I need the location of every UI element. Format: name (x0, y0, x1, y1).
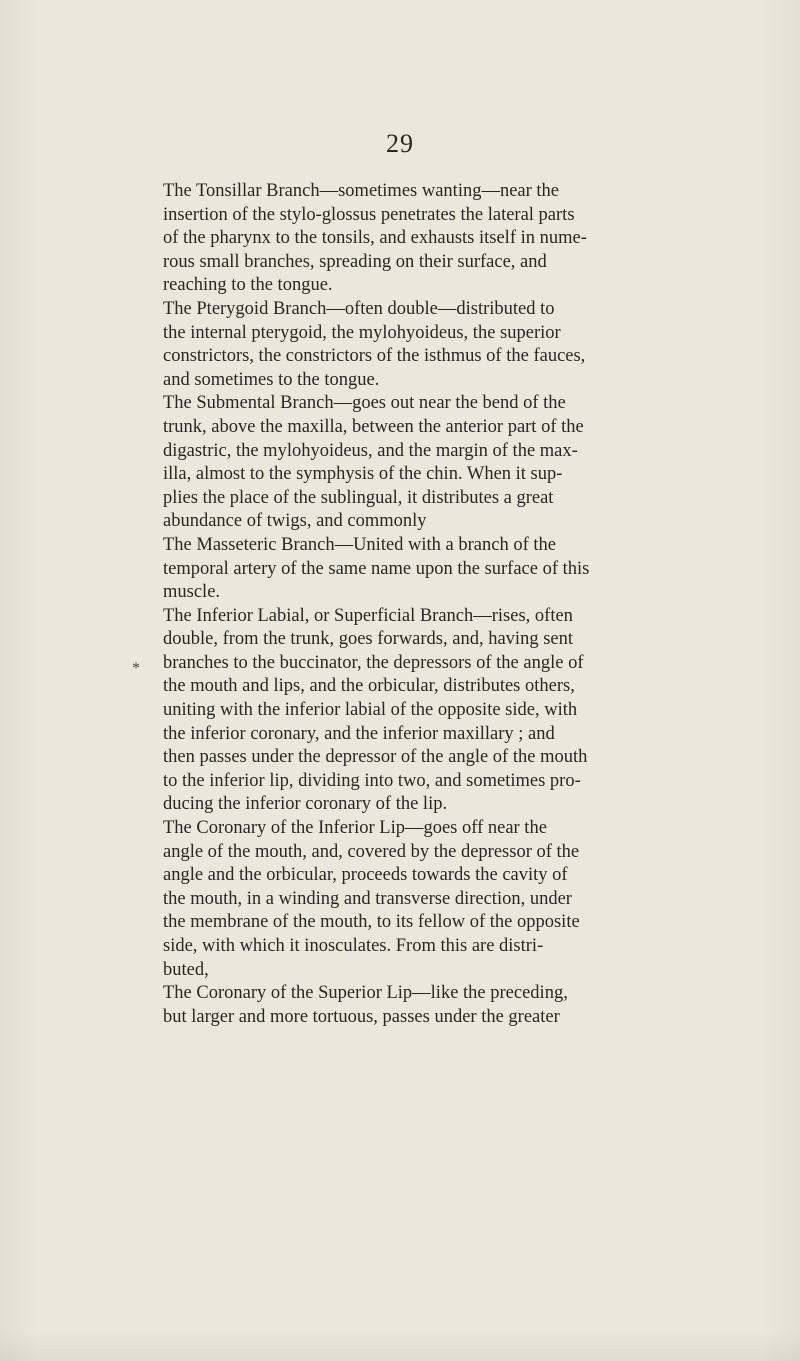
paragraph-pterygoid-branch (151, 298, 659, 392)
text-line: The Coronary of the Inferior Lip—goes off near the (163, 818, 547, 839)
text-line: and sometimes to the tongue. (163, 369, 380, 390)
text-line: the internal pterygoid, the mylohyoideus, the superior (163, 322, 561, 343)
text-line: of the pharynx to the tonsils, and exhausts itself in nume- (163, 228, 587, 249)
text-line: The Masseteric Branch—United with a branch of the (163, 534, 556, 555)
text-line: to the inferior lip, dividing into two, and sometimes pro- (163, 770, 581, 791)
text-line: the mouth and lips, and the orbicular, distributes others, (163, 676, 575, 697)
text-line: The Inferior Labial, or Superficial Branch—rises, often (163, 605, 573, 626)
text-line: ducing the inferior coronary of the lip. (163, 794, 448, 815)
text-line: The Pterygoid Branch—often double—distributed to (163, 298, 555, 319)
text-line: The Submental Branch—goes out near the bend of the (163, 393, 566, 414)
text-line: temporal artery of the same name upon the surface of this (163, 558, 590, 579)
text-line: then passes under the depressor of the angle of the mouth (163, 747, 588, 768)
text-line: trunk, above the maxilla, between the anterior part of the (163, 416, 584, 437)
paragraph-inferior-labial (151, 605, 659, 817)
text-line: branches to the buccinator, the depressors of the angle of (163, 652, 584, 673)
paragraph-tonsillar-branch (151, 180, 659, 298)
paragraph-inferior-lip-coronary (151, 817, 659, 982)
page-number: 29 (386, 129, 414, 158)
text-line: plies the place of the sublingual, it distributes a great (163, 487, 554, 508)
body-text (151, 180, 659, 1029)
text-line: The Coronary of the Superior Lip—like the preceding, (163, 983, 568, 1004)
page-edge-shadow (0, 1331, 800, 1361)
text-line: illa, almost to the symphysis of the chin. When it sup- (163, 464, 563, 485)
text-line: buted, (163, 959, 209, 980)
text-line: double, from the trunk, goes forwards, and, having sent (163, 629, 573, 650)
text-line: the mouth, in a winding and transverse direction, under (163, 888, 572, 909)
text-line: but larger and more tortuous, passes under the greater (163, 1006, 560, 1027)
text-line: rous small branches, spreading on their surface, and (163, 251, 547, 272)
paragraph-masseteric-branch (151, 534, 659, 605)
text-line: muscle. (163, 582, 221, 603)
text-line: the membrane of the mouth, to its fellow of the opposite (163, 912, 580, 933)
text-line: insertion of the stylo-glossus penetrates the lateral parts (163, 204, 575, 225)
text-line: angle and the orbicular, proceeds towards the cavity of (163, 865, 568, 886)
paragraph-submental-branch (151, 392, 659, 534)
text-line: angle of the mouth, and, covered by the depressor of the (163, 841, 580, 862)
text-line: reaching to the tongue. (163, 275, 333, 296)
text-line: abundance of twigs, and commonly (163, 511, 427, 532)
text-line: digastric, the mylohyoideus, and the margin of the max- (163, 440, 578, 461)
text-line: the inferior coronary, and the inferior maxillary ; and (163, 723, 555, 744)
text-line: constrictors, the constrictors of the isthmus of the fauces, (163, 346, 586, 367)
text-line: The Tonsillar Branch—sometimes wanting—near the (163, 181, 560, 201)
paragraph-superior-lip-coronary (151, 982, 659, 1029)
text-line: uniting with the inferior labial of the opposite side, with (163, 700, 578, 721)
margin-mark: * (132, 660, 140, 677)
text-line: side, with which it inosculates. From this are distri- (163, 936, 544, 956)
